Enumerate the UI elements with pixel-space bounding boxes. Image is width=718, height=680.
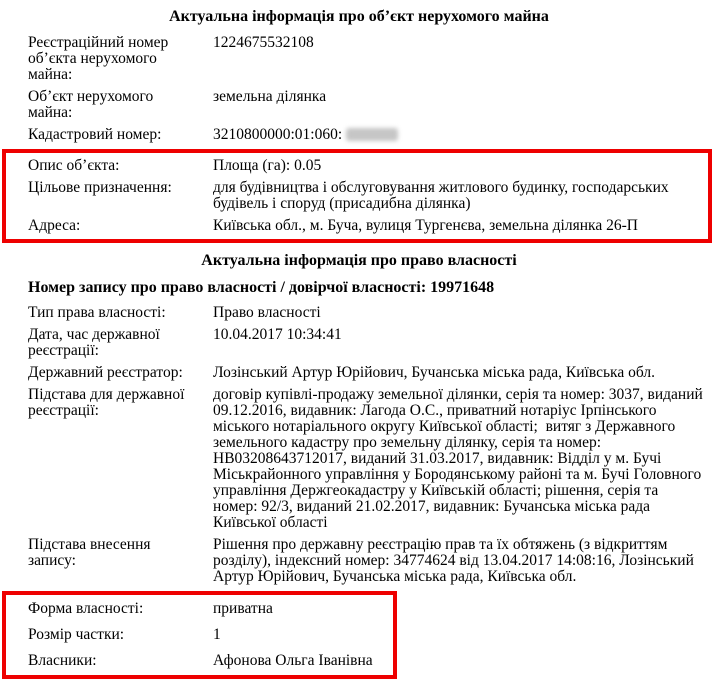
field-label: Державний реєстратор: <box>28 364 183 381</box>
field-value: Рішення про державну реєстрацію прав та їх обтяжень (з відкриттям розділу), індексний номер: 34774624 від 13.04.2017 14:08:16, Лозінський Артур Юрійович, Бучанська міська рада, Київська обл. <box>213 536 698 585</box>
field-label: Цільове призначення: <box>28 179 172 196</box>
row-cadastral-number <box>8 127 710 143</box>
field-label: Підстава для державної реєстрації: <box>28 386 185 419</box>
field-value: Київська обл., м. Буча, вулиця Тургенєва, земельна ділянка 26-П <box>213 217 638 234</box>
highlight-box-object-details <box>2 149 712 243</box>
field-label: Форма власності: <box>28 600 144 617</box>
field-value: 3210800000:01:060: <box>213 127 710 143</box>
field-value: Афонова Ольга Іванівна <box>213 652 373 669</box>
row-state-registrar <box>8 365 710 381</box>
field-value: Право власності <box>213 304 321 321</box>
field-label: Кадастровий номер: <box>28 126 162 143</box>
row-ownership-form <box>8 601 393 617</box>
field-label: Об’єкт нерухомого майна: <box>28 88 154 121</box>
field-value: 1224675532108 <box>213 34 314 51</box>
field-value: 1 <box>213 626 221 643</box>
row-registration-datetime <box>8 327 710 359</box>
field-label: Тип права власності: <box>28 304 166 321</box>
field-label: Підстава внесення запису: <box>28 536 151 569</box>
field-value: 10.04.2017 10:34:41 <box>213 326 342 343</box>
field-label: Адреса: <box>28 217 81 234</box>
field-value: договір купівлі-продажу земельної ділянки, серія та номер: 3037, виданий 09.12.2016, видавник: Лагода О.С., приватний нотаріус Ірпінського міського нотаріального округу Київської області; витяг з Державного земельного кадастру про земельну ділянку, серія та номер: НВ03208643712017, виданий 31.03.2017, видавник: Відділ у м. Бучі Міськрайонного управління у Бородянському районі та м. Бучі Головного управління Держгеокадастру у Київській області; рішення, серія та номер: 92/3, виданий 21.02.2017, видавник: Бучанська міська рада Київської області <box>213 386 707 531</box>
row-owners <box>8 653 393 669</box>
ownership-section-title: Актуальна інформація про право власності <box>201 252 517 269</box>
field-label: Реєстраційний номер об’єкта нерухомого майна: <box>28 34 169 83</box>
row-object-description <box>8 158 708 174</box>
row-registration-grounds <box>8 387 710 531</box>
row-registration-number <box>8 35 710 83</box>
ownership-record-number-line: Номер запису про право власності / довірчої власності: 19971648 <box>28 279 495 296</box>
field-value: приватна <box>213 600 273 617</box>
redacted-blur <box>346 128 398 141</box>
field-label: Дата, час державної реєстрації: <box>28 326 160 359</box>
field-label: Власники: <box>28 652 97 669</box>
row-designated-purpose <box>8 180 708 212</box>
field-value: для будівництва і обслуговування житлового будинку, господарських будівель і споруд (присадибна ділянка) <box>213 179 673 212</box>
field-value: земельна ділянка <box>213 88 327 105</box>
field-value: Лозінський Артур Юрійович, Бучанська міська рада, Київська обл. <box>213 364 655 381</box>
field-label: Опис об’єкта: <box>28 157 120 174</box>
row-ownership-type <box>8 305 710 321</box>
object-section-title: Актуальна інформація про об’єкт нерухомого майна <box>169 8 549 25</box>
field-label: Розмір частки: <box>28 626 125 643</box>
row-share-size <box>8 627 393 643</box>
row-object-type <box>8 89 710 121</box>
field-value: Площа (га): 0.05 <box>213 157 322 174</box>
highlight-box-ownership-details <box>2 591 397 679</box>
row-record-entry-grounds <box>8 537 710 585</box>
row-address <box>8 218 708 234</box>
